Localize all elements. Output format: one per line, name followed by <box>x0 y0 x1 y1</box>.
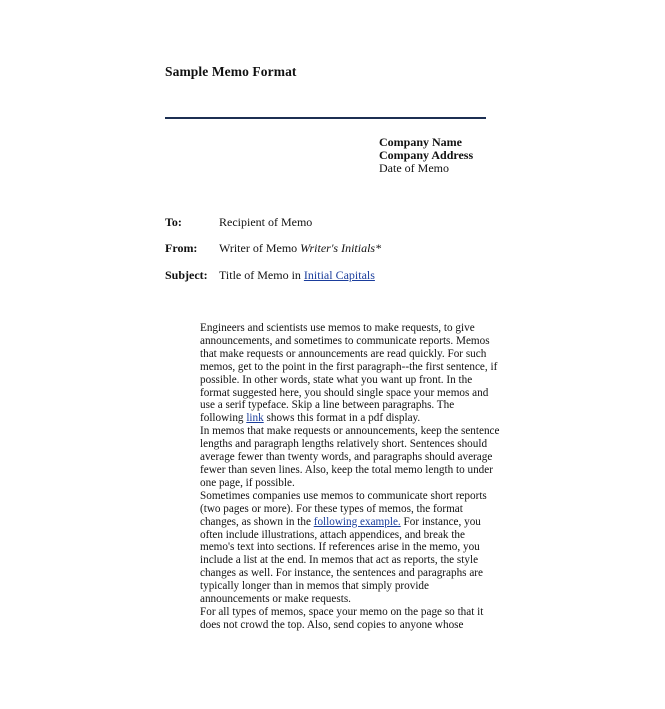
initial-capitals-link[interactable]: Initial Capitals <box>303 268 375 282</box>
p3-text-2: For instance, you often include illustrations, attach appendices, and break the memo's text into sections. If references arise in the memo, you include a list at the end. In memos that act as reports, the style changes as well. For instance, the sentences and paragraphs are typically longer than in memos that simply provide announcements or make requests. <box>200 515 483 606</box>
body-paragraph-1 <box>200 322 500 425</box>
from-value-wrap <box>219 241 381 256</box>
following-example-link[interactable]: following example. <box>313 515 401 528</box>
company-address: Company Address <box>379 148 474 162</box>
subject-label: Subject: <box>165 268 208 282</box>
company-name: Company Name <box>379 135 462 149</box>
subject-value-wrap <box>219 268 375 283</box>
to-label: To: <box>165 215 182 229</box>
body-paragraph-2: In memos that make requests or announcements, keep the sentence lengths and paragraph lengths relatively short. Sentences should average fewer than twenty words, and paragraphs should average fewer than seven lines. Also, keep the total memo length to under one page, if possible. <box>200 425 500 489</box>
p1-text-1: Engineers and scientists use memos to make requests, to give announcements, and sometimes to communicate reports. Memos that make requests or announcements are read quickly. For such memos, get to the point in the first paragraph--the first sentence, if possible. In other words, state what you want up front. In the format suggested here, you should single space your memos and use a serif typeface. Skip a line between paragraphs. The following <box>200 322 498 425</box>
to-value: Recipient of Memo <box>219 215 313 229</box>
p1-text-2: shows this format in a pdf display. <box>266 412 421 425</box>
company-block <box>379 136 473 175</box>
body-paragraph-4: For all types of memos, space your memo on the page so that it does not crowd the top. Also, send copies to anyone whose <box>200 605 484 631</box>
from-label: From: <box>165 241 198 255</box>
memo-date: Date of Memo <box>379 161 449 175</box>
from-value: Writer of Memo <box>219 241 298 255</box>
format-link[interactable]: link <box>246 412 264 425</box>
subject-prefix: Title of Memo in <box>219 268 301 282</box>
p3-text-1: Sometimes companies use memos to communicate short reports (two pages or more). For these types of memos, the format changes, as shown in the <box>200 489 487 528</box>
title-divider <box>165 117 486 119</box>
memo-title: Sample Memo Format <box>165 64 297 79</box>
body-paragraph-3 <box>200 490 500 606</box>
from-initials: Writer's Initials* <box>300 241 382 255</box>
memo-body <box>200 322 500 632</box>
